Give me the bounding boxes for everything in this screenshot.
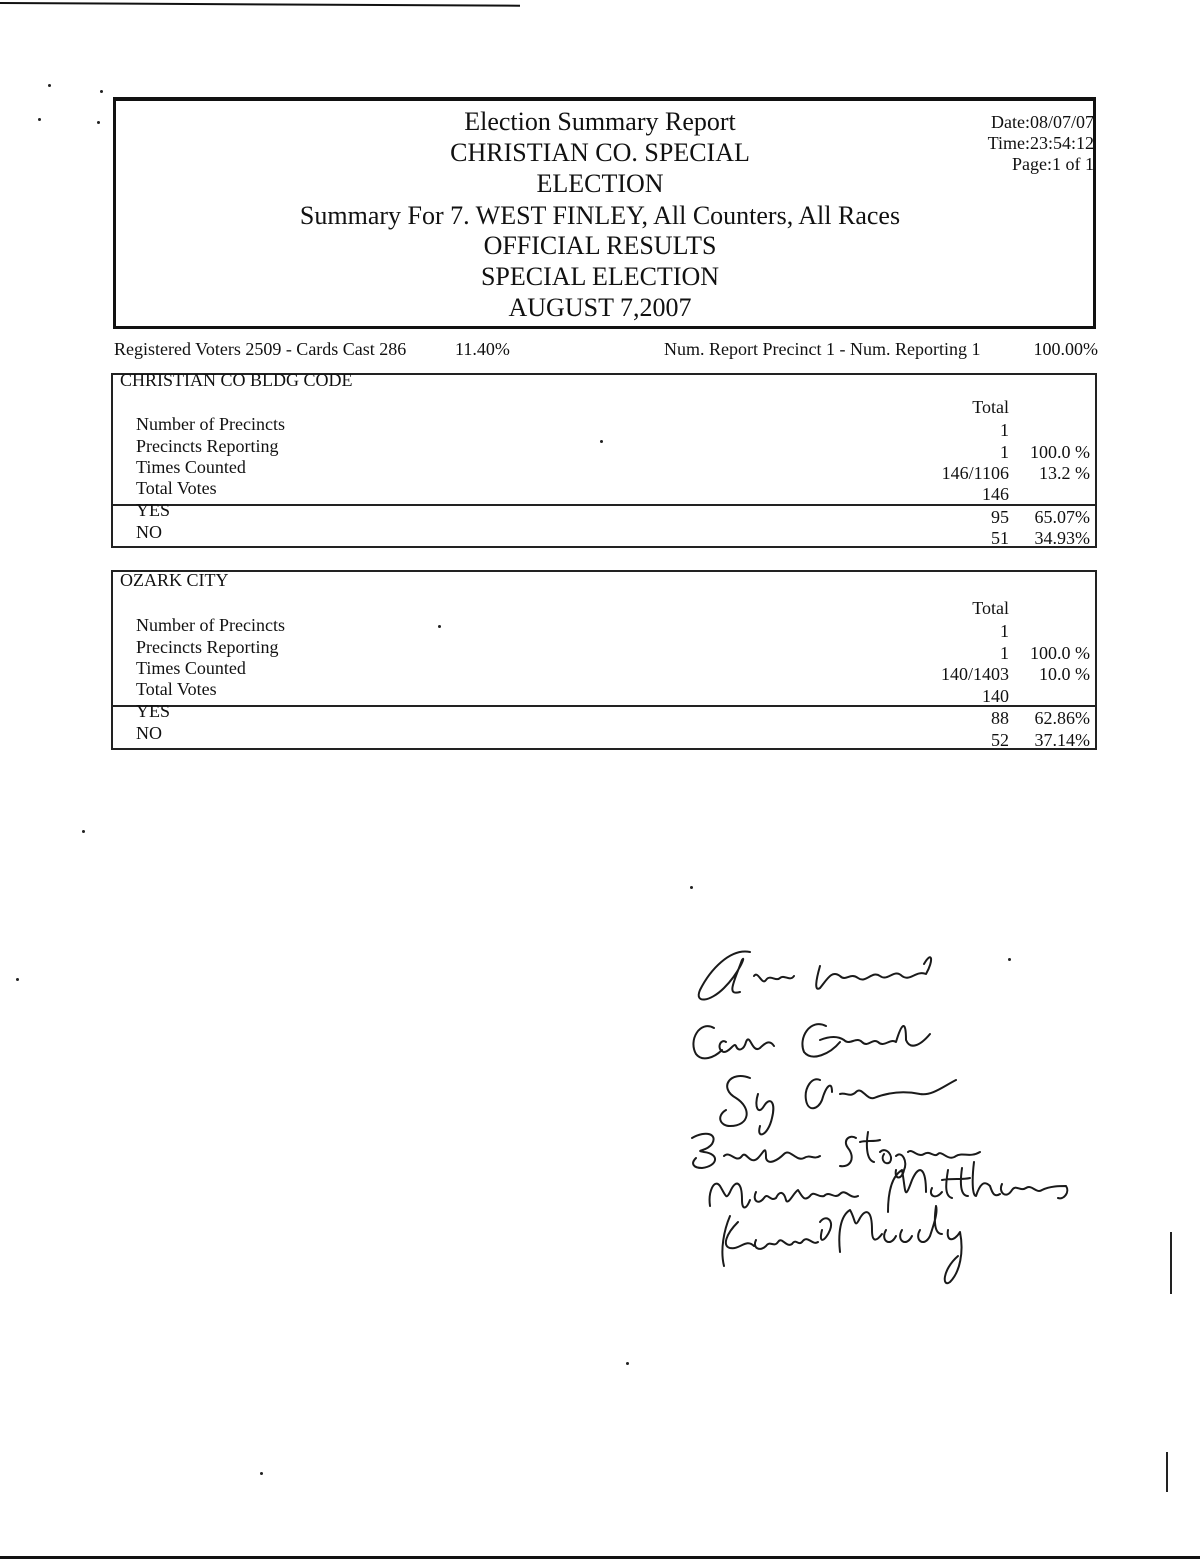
signature-stroke	[754, 975, 794, 982]
reporting-pct: 100.00%	[1033, 339, 1098, 359]
row-pct: 37.14%	[1034, 730, 1090, 750]
row-pct: 62.86%	[1034, 708, 1090, 728]
signature-stroke	[693, 1026, 774, 1058]
row-label: Number of Precincts	[136, 414, 285, 434]
row-pct: 13.2 %	[1039, 463, 1090, 483]
row-total: 1	[1000, 442, 1009, 462]
row-total: 146/1106	[941, 463, 1009, 483]
signature-stroke	[840, 1132, 980, 1178]
row-total: 140/1403	[940, 664, 1009, 684]
row-pct: 65.07%	[1034, 507, 1090, 527]
row-label: Precincts Reporting	[136, 637, 279, 657]
row-label: Times Counted	[136, 658, 246, 678]
report-summary-for: Summary For 7. WEST FINLEY, All Counters, All Races	[299, 201, 901, 230]
row-label: Number of Precincts	[136, 615, 285, 635]
scan-speck	[48, 84, 51, 87]
row-divider	[113, 705, 1095, 707]
signature-stroke	[806, 1079, 956, 1108]
row-label: YES	[136, 701, 171, 721]
row-total: 88	[991, 708, 1009, 728]
row-total: 95	[991, 507, 1009, 527]
scan-speck	[16, 978, 19, 981]
signatures	[680, 930, 1100, 1290]
row-label: Precincts Reporting	[136, 436, 279, 456]
signature-stroke	[888, 1162, 1067, 1212]
precincts-reporting-summary: Num. Report Precinct 1 - Num. Reporting 1	[664, 339, 981, 359]
scan-speck	[690, 886, 693, 889]
report-official: OFFICIAL RESULTS	[483, 231, 717, 260]
race-name: OZARK CITY	[120, 570, 229, 590]
row-label: Times Counted	[136, 457, 246, 477]
row-label: YES	[136, 500, 171, 520]
row-total: 140	[982, 686, 1009, 706]
total-header: Total	[972, 598, 1009, 618]
report-title: Election Summary Report	[464, 107, 736, 136]
row-label: NO	[136, 723, 162, 743]
race-box	[111, 373, 1097, 548]
row-total: 1	[1000, 621, 1009, 641]
scan-speck	[626, 1362, 629, 1365]
row-total: 1	[1000, 643, 1009, 663]
report-election: ELECTION	[536, 169, 664, 198]
row-pct: 34.93%	[1034, 528, 1090, 548]
registered-voters: Registered Voters 2509 - Cards Cast 286	[114, 339, 407, 359]
row-label: NO	[136, 522, 162, 542]
scan-mark	[1170, 1232, 1172, 1294]
scan-edge-top	[0, 2, 520, 7]
scan-speck	[260, 1472, 263, 1475]
total-header: Total	[972, 397, 1009, 417]
signature-stroke	[699, 952, 750, 1000]
signature-stroke	[722, 1216, 818, 1266]
signature-stroke	[820, 1206, 962, 1283]
report-page: Page:1 of 1	[1012, 154, 1094, 174]
race-box	[111, 570, 1097, 750]
signature-stroke	[710, 1184, 858, 1208]
row-total: 146	[982, 484, 1009, 504]
scan-edge-bottom	[0, 1556, 1200, 1559]
scan-speck	[82, 830, 85, 833]
row-pct: 100.0 %	[1030, 643, 1090, 663]
row-pct: 100.0 %	[1030, 442, 1090, 462]
row-divider	[113, 504, 1095, 506]
row-label: Total Votes	[136, 478, 217, 498]
race-name: CHRISTIAN CO BLDG CODE	[120, 370, 353, 390]
scan-mark	[1166, 1452, 1168, 1492]
scan-speck	[100, 90, 103, 93]
signature-stroke	[720, 1076, 773, 1134]
signature-stroke	[816, 957, 931, 989]
registered-pct: 11.40%	[455, 339, 510, 359]
report-county: CHRISTIAN CO. SPECIAL	[450, 138, 750, 167]
report-date-line: AUGUST 7,2007	[508, 293, 692, 322]
report-time: Time:23:54:12	[987, 133, 1094, 153]
row-pct: 10.0 %	[1039, 664, 1090, 684]
signature-stroke	[802, 1024, 930, 1056]
row-total: 51	[991, 528, 1009, 548]
row-label: Total Votes	[136, 679, 217, 699]
row-total: 1	[1000, 420, 1009, 440]
report-date: Date:08/07/07	[991, 112, 1094, 132]
report-special: SPECIAL ELECTION	[480, 262, 720, 291]
signature-stroke	[692, 1134, 820, 1168]
row-total: 52	[991, 730, 1009, 750]
